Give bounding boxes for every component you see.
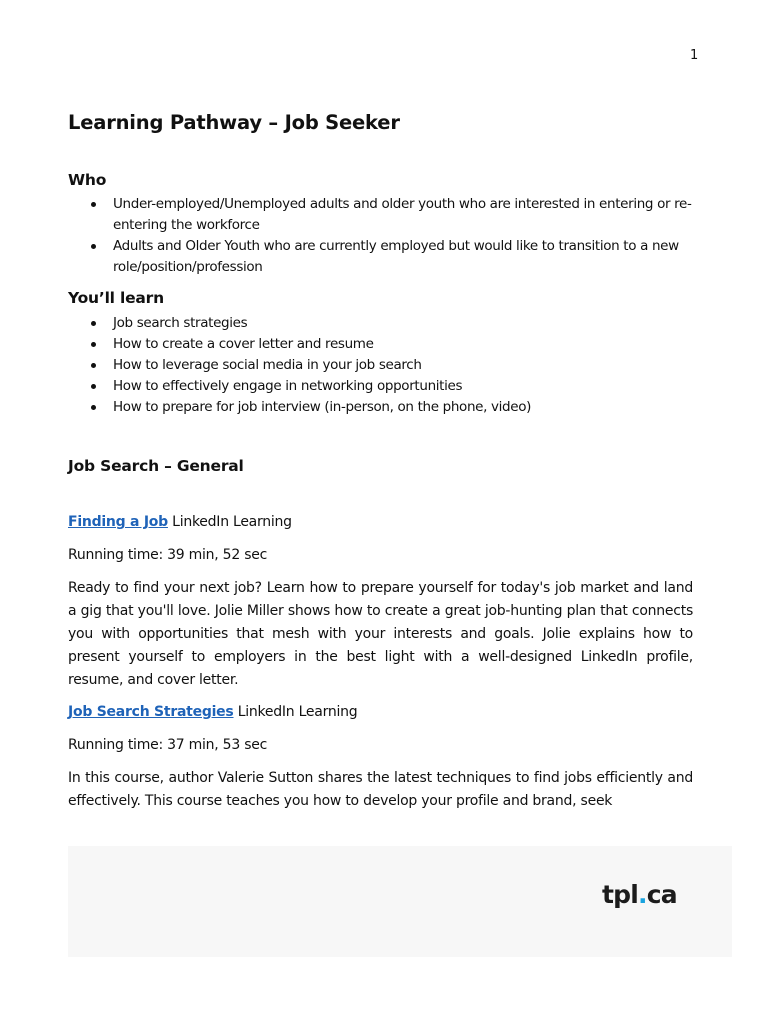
who-list xyxy=(68,194,698,278)
list-item: How to create a cover letter and resume xyxy=(68,334,698,355)
course-description: In this course, author Valerie Sutton shares the latest techniques to find jobs efficiently and effectively. This course teaches you how to develop your profile and brand, seek xyxy=(68,770,693,809)
page-number: 1 xyxy=(690,48,699,63)
course-description: Ready to find your next job? Learn how to prepare yourself for today's job market and land a gig that you'll love. Jolie Miller shows how to create a great job-hunting plan that connects you with opportunities that mesh with your interests and goals. Jolie explains how to present yourself to employers in the best light with a well-designed LinkedIn profile, resume, and cover letter. xyxy=(68,580,693,688)
page-title: Learning Pathway – Job Seeker xyxy=(68,111,400,134)
course-link-job-search-strategies[interactable]: Job Search Strategies xyxy=(68,704,234,720)
list-item: Under-employed/Unemployed adults and older youth who are interested in entering or re-entering the workforce xyxy=(68,194,698,236)
list-item: Adults and Older Youth who are currently employed but would like to transition to a new role/position/profession xyxy=(68,236,698,278)
list-item: How to effectively engage in networking opportunities xyxy=(68,376,698,397)
course-link-finding-a-job[interactable]: Finding a Job xyxy=(68,514,168,530)
running-time: Running time: 39 min, 52 sec xyxy=(68,547,268,563)
list-item: Job search strategies xyxy=(68,313,698,334)
course-provider: LinkedIn Learning xyxy=(237,704,358,720)
list-item: How to leverage social media in your job search xyxy=(68,355,698,376)
who-heading: Who xyxy=(68,171,107,189)
course-provider: LinkedIn Learning xyxy=(172,514,292,530)
course-title-line xyxy=(68,701,357,724)
learn-list xyxy=(68,313,698,418)
section-heading: Job Search – General xyxy=(68,457,244,475)
running-time: Running time: 37 min, 53 sec xyxy=(68,737,268,753)
course-title-line xyxy=(68,511,292,534)
list-item: How to prepare for job interview (in-person, on the phone, video) xyxy=(68,397,698,418)
tpl-logo: tpl.ca xyxy=(602,880,677,909)
learn-heading: You’ll learn xyxy=(68,289,164,307)
